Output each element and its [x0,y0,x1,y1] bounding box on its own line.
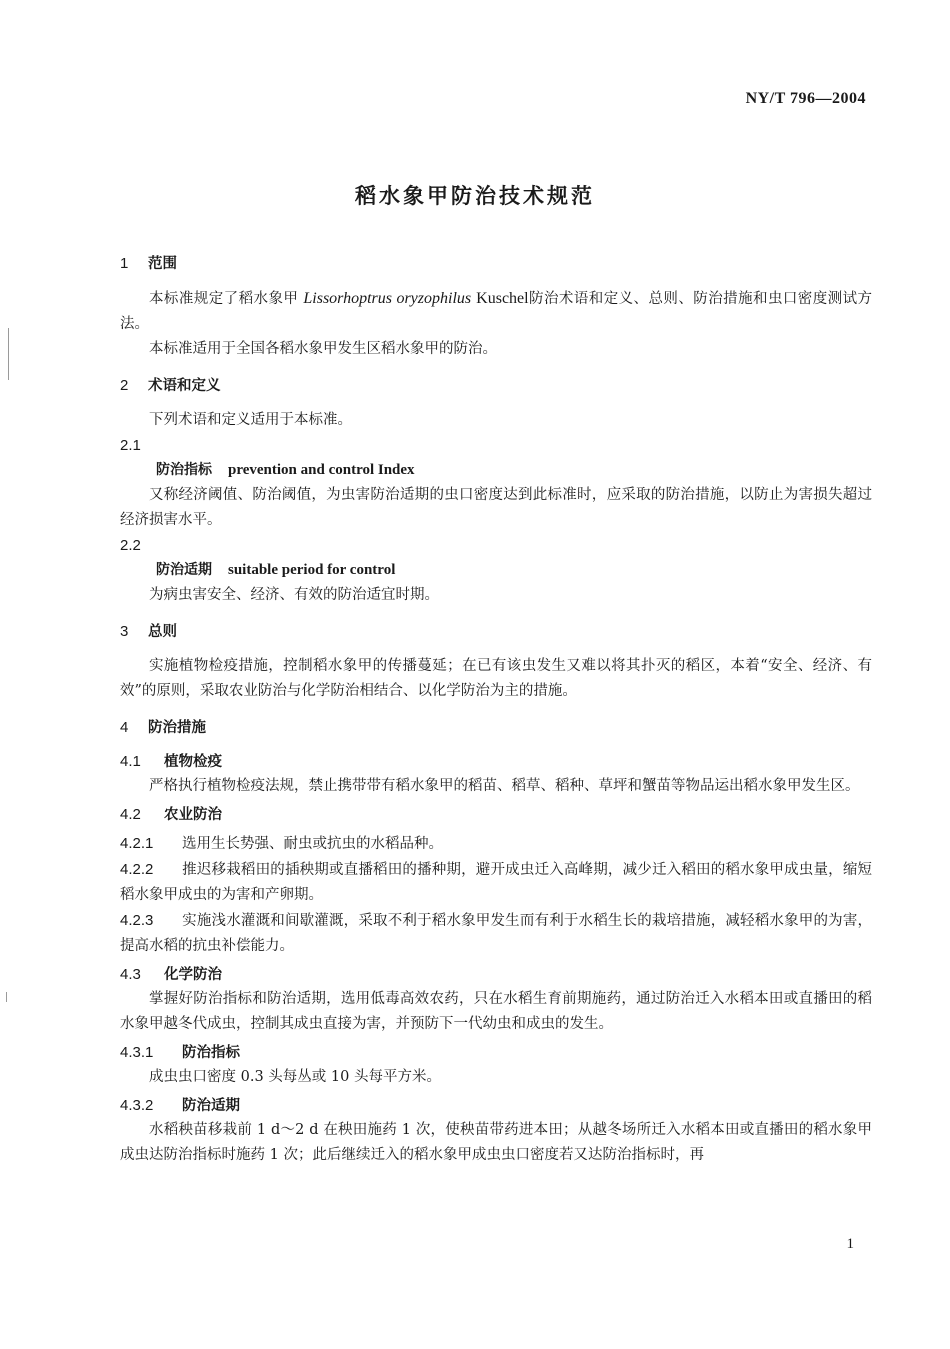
section-4-2-heading: 4.2 农业防治 [120,806,222,823]
scan-artifact [6,992,7,1002]
term-2-1-definition: 又称经济阈值、防治阈值，为虫害防治适期的虫口密度达到此标准时，应采取的防治措施，以防止为害损失超过经济损害水平。 [120,487,872,528]
section-2-intro: 下列术语和定义适用于本标准。 [149,412,352,428]
section-4-3-heading: 4.3 化学防治 [120,966,222,983]
document-body [120,252,872,1168]
section-4-2-1: 4.2.1 选用生长势强、耐虫或抗虫的水稻品种。 [120,835,443,852]
section-1-heading: 1 范围 [120,255,177,272]
section-1-paragraph-1: 本标准规定了稻水象甲 Lissorhoptrus oryzophilus Kuschel防治术语和定义、总则、防治措施和虫口密度测试方法。 [120,290,873,332]
section-4-3-1-paragraph: 成虫虫口密度 0.3 头每丛或 10 头每平方米。 [149,1069,441,1085]
scan-artifact [8,328,9,380]
standard-code: NY/T 796—2004 [745,90,866,107]
term-2-2-definition: 为病虫害安全、经济、有效的防治适宜时期。 [149,587,439,603]
section-4-3-paragraph: 掌握好防治指标和防治适期，选用低毒高效农药，只在水稻生育前期施药，通过防治迁入水稻本田或直播田的稻水象甲越冬代成虫，控制其成虫直接为害，并预防下一代幼虫和成虫的发生。 [120,991,872,1032]
page-number: 1 [846,1236,854,1252]
section-2-heading: 2 术语和定义 [120,377,221,394]
section-4-3-2-paragraph: 水稻秧苗移栽前 1 d～2 d 在秧田施药 1 次，使秧苗带药进本田；从越冬场所迁入水稻本田或直播田的稻水象甲成虫达防治指标时施药 1 次；此后继续迁入的稻水象甲成虫虫口密度若又达防治指标时，再 [120,1122,872,1163]
section-4-2-3: 4.2.3 实施浅水灌溉和间歇灌溉，采取不利于稻水象甲发生而有利于水稻生长的栽培措施，减轻稻水象甲的为害，提高水稻的抗虫补偿能力。 [120,912,872,954]
term-2-2: 防治适期 suitable period for control [156,562,396,578]
term-2-1-number: 2.1 [120,437,141,454]
document-title: 稻水象甲防治技术规范 [355,184,595,208]
section-4-1-paragraph: 严格执行植物检疫法规，禁止携带带有稻水象甲的稻苗、稻草、稻种、草坪和蟹苗等物品运出稻水象甲发生区。 [149,778,860,794]
section-1-paragraph-2: 本标准适用于全国各稻水象甲发生区稻水象甲的防治。 [149,341,497,357]
section-4-3-2-heading: 4.3.2 防治适期 [120,1097,240,1114]
term-2-2-number: 2.2 [120,537,141,554]
section-4-heading: 4 防治措施 [120,719,206,736]
term-2-1: 防治指标 prevention and control Index [156,462,415,478]
section-3-heading: 3 总则 [120,623,177,640]
section-4-2-2: 4.2.2 推迟移栽稻田的插秧期或直播稻田的播种期，避开成虫迁入高峰期，减少迁入稻田的稻水象甲成虫量，缩短稻水象甲成虫的为害和产卵期。 [120,861,872,903]
section-4-1-heading: 4.1 植物检疫 [120,753,222,770]
section-4-3-1-heading: 4.3.1 防治指标 [120,1044,240,1061]
section-3-paragraph: 实施植物检疫措施，控制稻水象甲的传播蔓延；在已有该虫发生又难以将其扑灭的稻区，本着“安全、经济、有效”的原则，采取农业防治与化学防治相结合、以化学防治为主的措施。 [120,658,872,699]
